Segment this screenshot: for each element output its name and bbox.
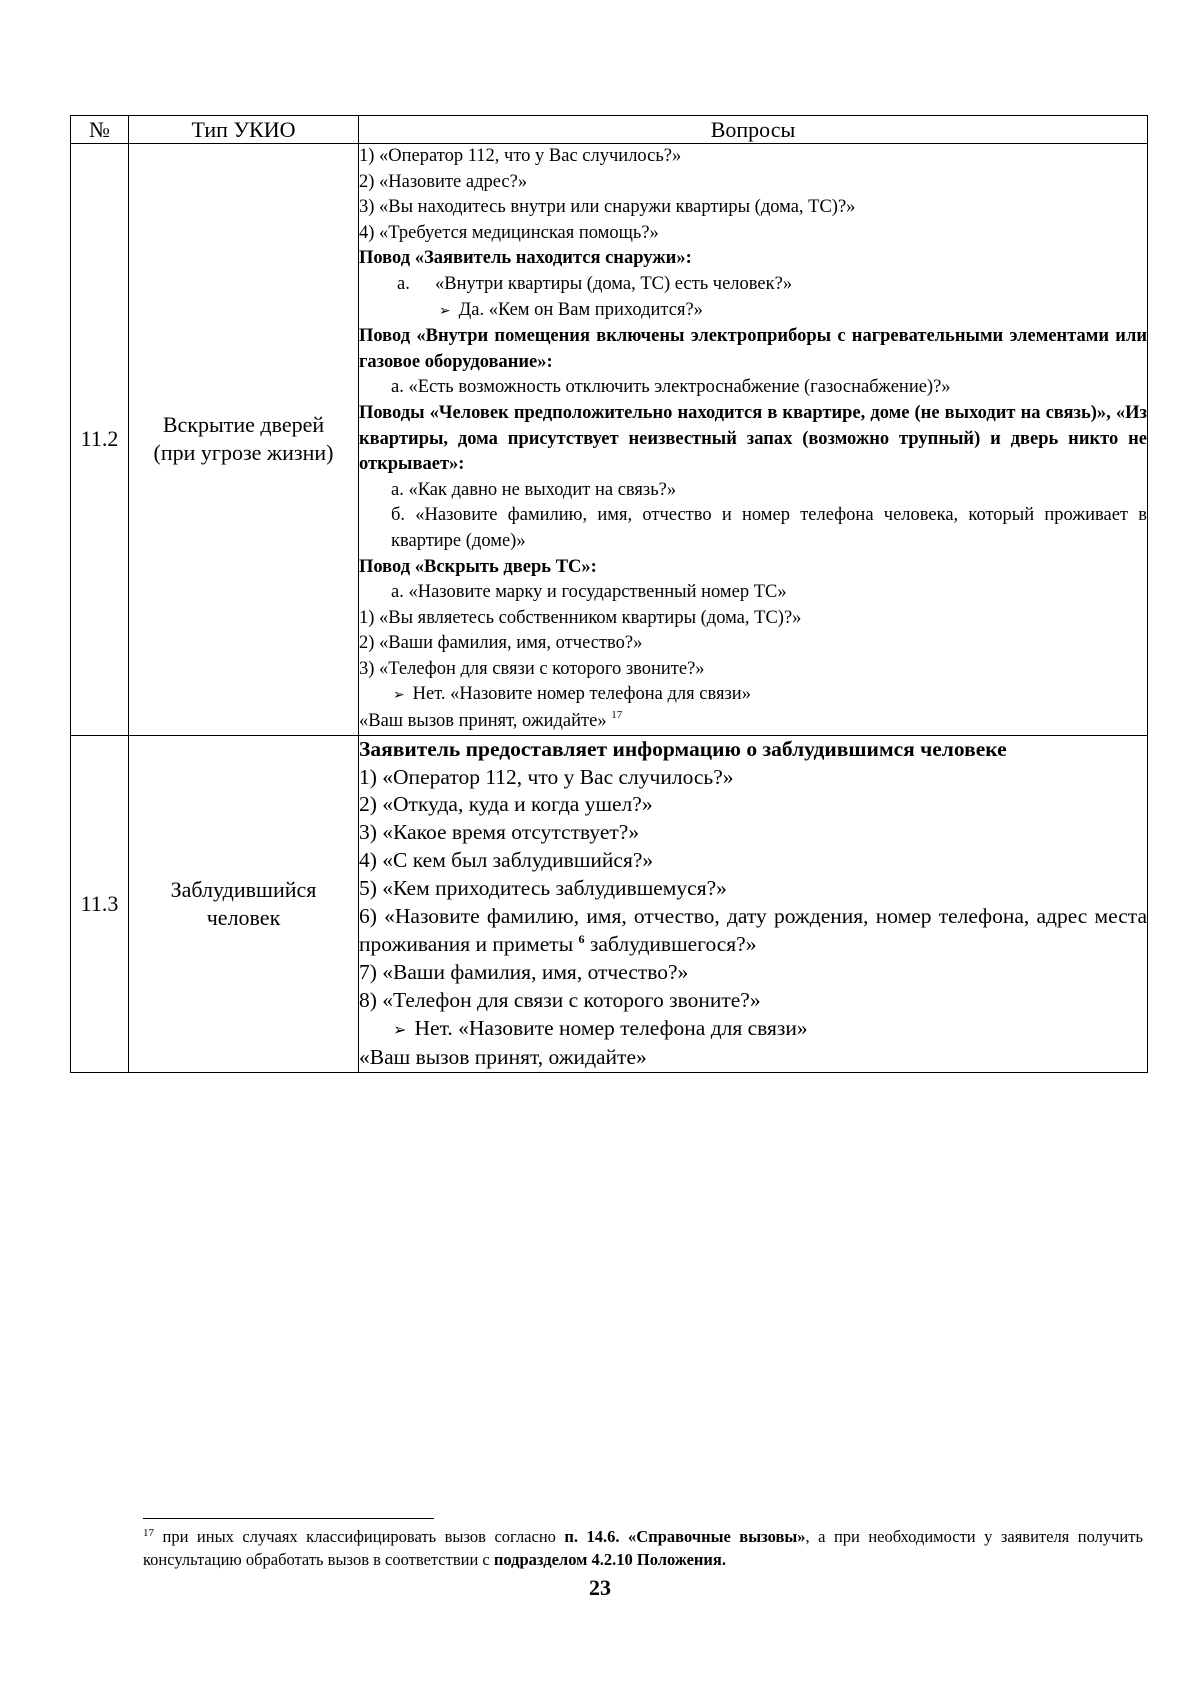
footnote bbox=[143, 1525, 1143, 1571]
question-line: 4) «С кем был заблудившийся?» bbox=[359, 848, 654, 873]
answer-branch-text: Да. «Кем он Вам приходится?» bbox=[458, 299, 703, 320]
answer-branch-text: Нет. «Назовите номер телефона для связи» bbox=[414, 1015, 808, 1040]
question-line: 2) «Назовите адрес?» bbox=[359, 171, 528, 192]
question-text: 6) «Назовите фамилию, имя, отчество, дату рождения, номер телефона, адрес места проживания и приметы bbox=[359, 904, 1147, 956]
row-number: 11.2 bbox=[71, 144, 129, 736]
sub-question: а. «Как давно не выходит на связь?» bbox=[391, 479, 677, 500]
question-line: 2) «Откуда, куда и когда ушел?» bbox=[359, 792, 653, 817]
footnote-reference: 17 bbox=[611, 709, 623, 722]
arrow-bullet-icon: ➢ bbox=[393, 687, 405, 704]
closing-line bbox=[359, 709, 1147, 735]
row-type bbox=[129, 735, 359, 1072]
footnote-text: при иных случаях классифицировать вызов согласно bbox=[162, 1527, 556, 1546]
footnote-reference: 6 bbox=[578, 932, 585, 946]
question-line: 3) «Вы находитесь внутри или снаружи квартиры (дома, ТС)?» bbox=[359, 197, 856, 218]
answer-branch-text: Нет. «Назовите номер телефона для связи» bbox=[412, 684, 751, 705]
sub-question: а. «Есть возможность отключить электроснабжение (газоснабжение)?» bbox=[391, 377, 951, 398]
row-type bbox=[129, 144, 359, 736]
sub-question-text: «Внутри квартиры (дома, ТС) есть человек?» bbox=[435, 273, 793, 294]
sub-question: а. «Назовите марку и государственный номер ТС» bbox=[391, 582, 787, 603]
header-number: № bbox=[71, 116, 129, 144]
footnote-text: , а при необходимости у заявителя получить консультацию обработать вызов в соответствии с bbox=[143, 1527, 1143, 1569]
reason-heading: Поводы «Человек предположительно находится в квартире, доме (не выходит на связь)», «Из квартиры, дома присутствует неизвестный запах (возможно трупный) и дверь никто не открывает»: bbox=[359, 402, 1147, 475]
page-number: 23 bbox=[589, 1575, 611, 1600]
answer-branch bbox=[359, 1015, 1147, 1044]
sub-question-letter: а. bbox=[397, 273, 410, 294]
reason-heading: Повод «Внутри помещения включены электроприборы с нагревательными элементами или газовое оборудование»: bbox=[359, 326, 1147, 372]
row-type-line: человек bbox=[206, 904, 281, 930]
question-line: 4) «Требуется медицинская помощь?» bbox=[359, 222, 659, 243]
question-line bbox=[359, 903, 1147, 959]
question-line: 1) «Вы являетесь собственником квартиры (дома, ТС)?» bbox=[359, 607, 802, 628]
row-questions bbox=[359, 735, 1148, 1072]
reason-heading: Заявитель предоставляет информацию о заблудившимся человеке bbox=[359, 736, 1007, 761]
closing-text: «Ваш вызов принят, ожидайте» bbox=[359, 711, 607, 732]
reason-heading: Повод «Вскрыть дверь ТС»: bbox=[359, 556, 597, 577]
question-line: 2) «Ваши фамилия, имя, отчество?» bbox=[359, 633, 643, 654]
footnote-emphasis: п. 14.6. «Справочные вызовы» bbox=[564, 1527, 806, 1546]
sub-question bbox=[359, 272, 1147, 298]
table-row bbox=[71, 735, 1148, 1072]
questions-table bbox=[70, 115, 1148, 1073]
row-type-line: Вскрытие дверей bbox=[162, 412, 325, 438]
footnote-separator bbox=[143, 1518, 434, 1519]
table-header-row bbox=[71, 116, 1148, 144]
question-line: 7) «Ваши фамилия, имя, отчество?» bbox=[359, 959, 689, 984]
row-questions bbox=[359, 144, 1148, 736]
row-number: 11.3 bbox=[71, 735, 129, 1072]
row-type-line: Заблудившийся bbox=[170, 876, 317, 902]
question-line: 3) «Какое время отсутствует?» bbox=[359, 820, 640, 845]
arrow-bullet-icon: ➢ bbox=[393, 1019, 407, 1039]
closing-line: «Ваш вызов принят, ожидайте» bbox=[359, 1044, 647, 1069]
footnote-marker: 17 bbox=[143, 1527, 154, 1539]
row-type-line: (при угрозе жизни) bbox=[153, 440, 334, 466]
reason-heading: Повод «Заявитель находится снаружи»: bbox=[359, 248, 692, 269]
header-type: Тип УКИО bbox=[129, 116, 359, 144]
question-line: 8) «Телефон для связи с которого звоните?» bbox=[359, 987, 761, 1012]
answer-branch bbox=[359, 298, 1147, 325]
question-line: 5) «Кем приходитесь заблудившемуся?» bbox=[359, 876, 727, 901]
header-questions: Вопросы bbox=[359, 116, 1148, 144]
question-line: 3) «Телефон для связи с которого звоните?» bbox=[359, 658, 705, 679]
answer-branch bbox=[359, 682, 1147, 709]
sub-question: б. «Назовите фамилию, имя, отчество и номер телефона человека, который проживает в квартире (доме)» bbox=[391, 505, 1147, 551]
arrow-bullet-icon: ➢ bbox=[439, 302, 451, 319]
question-text: заблудившегося?» bbox=[589, 932, 757, 956]
table-row bbox=[71, 144, 1148, 736]
footnote-emphasis: подразделом 4.2.10 Положения. bbox=[493, 1550, 726, 1569]
question-line: 1) «Оператор 112, что у Вас случилось?» bbox=[359, 146, 682, 166]
question-line: 1) «Оператор 112, что у Вас случилось?» bbox=[359, 764, 734, 789]
